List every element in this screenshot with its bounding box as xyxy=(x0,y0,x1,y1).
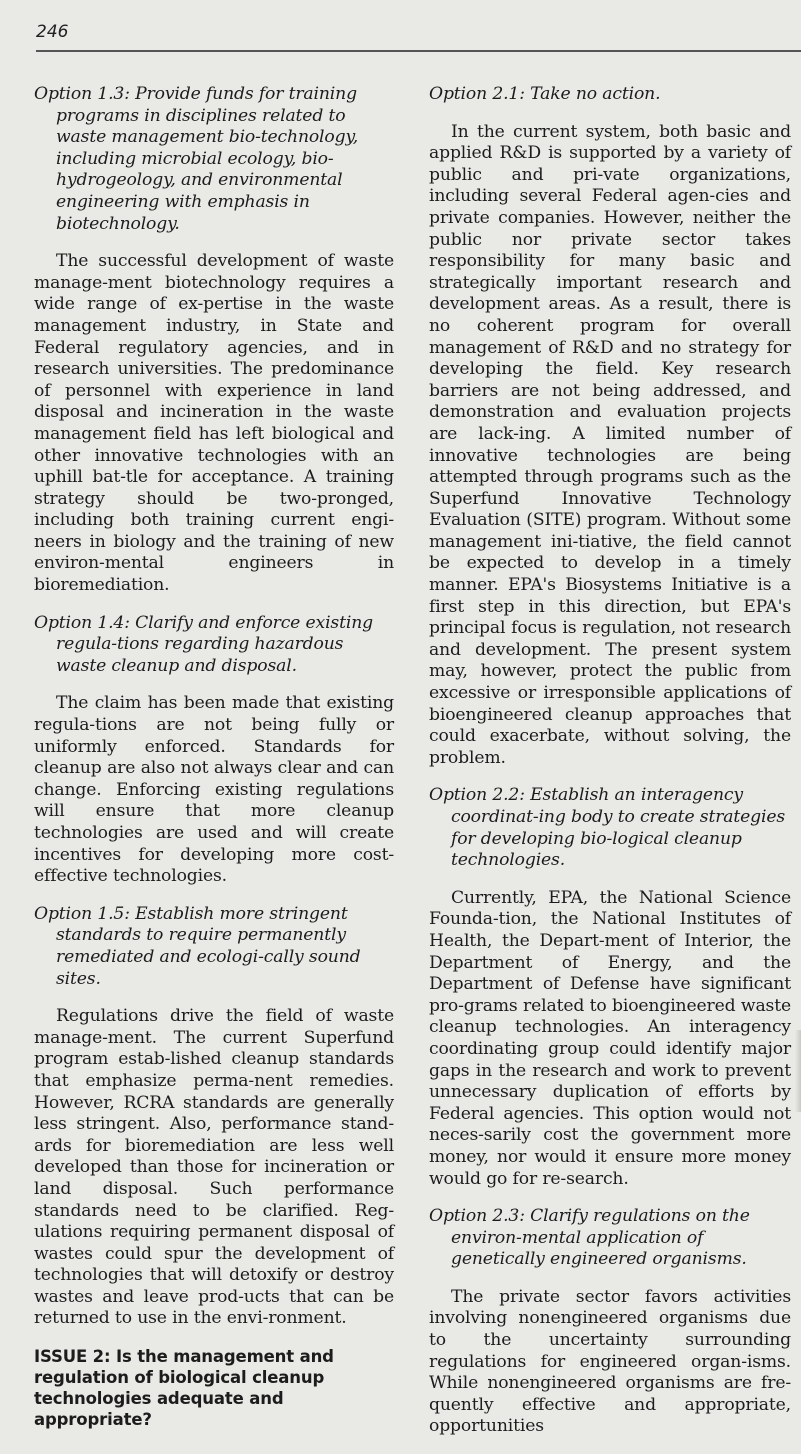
header-rule xyxy=(36,50,801,52)
option-1-3-paragraph: The successful development of waste manage-ment biotechnology requires a wide range of ex-pertise in the waste management industry, in State and Federal regulatory agencies, and in research universities. The predominance of personnel with experience in land disposal and incineration in the waste management field has left biological and other innovative technologies with an uphill bat-tle for acceptance. A training strategy should be two-pronged, including both training current engi-neers in biology and the training of new environ-mental engineers in bioremediation. xyxy=(34,251,394,596)
left-column xyxy=(34,84,394,1430)
option-2-3-heading: Option 2.3: Clarify regulations on the environ-mental application of genetically engineered organisms. xyxy=(429,1206,750,1270)
page-number: 246 xyxy=(36,22,69,42)
option-1-4-heading: Option 1.4: Clarify and enforce existing regula-tions regarding hazardous waste cleanup and disposal. xyxy=(34,612,373,676)
option-1-4-paragraph: The claim has been made that existing regula-tions are not being fully or uniformly enforced. Standards for cleanup are also not always clear and can change. Enforcing existing regulations will ensure that more cleanup technologies are used and will create incentives for developing more cost-effective technologies. xyxy=(34,693,394,887)
option-1-5-paragraph: Regulations drive the field of waste manage-ment. The current Superfund program estab-lished cleanup standards that emphasize perma-nent remedies. However, RCRA standards are generally less stringent. Also, performance stand-ards for bioremediation are less well developed than those for incineration or land disposal. Such performance standards need to be clarified. Reg-ulations requiring permanent disposal of wastes could spur the development of technologies that will detoxify or destroy wastes and leave prod-ucts that can be returned to use in the envi-ronment. xyxy=(34,1006,394,1329)
option-2-2-heading: Option 2.2: Establish an interagency coordinat-ing body to create strategies for developing bio-logical cleanup technologies. xyxy=(429,785,786,871)
option-2-2-paragraph: Currently, EPA, the National Science Founda-tion, the National Institutes of Health, the Depart-ment of Interior, the Department of Energy, and the Department of Defense have significant pro-grams related to bioengineered waste cleanup technologies. An interagency coordinating group could identify major gaps in the research and work to prevent unnecessary duplication of efforts by Federal agencies. This option would not neces-sarily cost the government more money, nor would it ensure more money would go for re-search. xyxy=(429,887,791,1189)
issue-2-heading: ISSUE 2: Is the management and regulation of biological cleanup technologies adequate and appropriate? xyxy=(34,1347,334,1430)
option-1-5-heading: Option 1.5: Establish more stringent standards to require permanently remediated and ecologi-cally sound sites. xyxy=(34,903,361,989)
page-edge-shadow xyxy=(795,1030,801,1112)
option-1-3-heading: Option 1.3: Provide funds for training programs in disciplines related to waste management bio-technology, including microbial ecology, bio-hydrogeology, and environmental engineering with emphasis in biotechnology. xyxy=(34,84,359,234)
option-2-3-paragraph: The private sector favors activities involving nonengineered organisms due to the uncertainty surrounding regulations for engineered organ-isms. While nonengineered organisms are fre-quently effective and appropriate, opportunities xyxy=(429,1286,791,1437)
option-2-1-paragraph: In the current system, both basic and applied R&D is supported by a variety of public and pri-vate organizations, including several Federal agen-cies and private companies. However, neither the public nor private sector takes responsibility for many basic and strategically important research and development areas. As a result, there is no coherent program for overall management of R&D and no strategy for developing the field. Key research barriers are not being addressed, and demonstration and evaluation projects are lack-ing. A limited number of innovative technologies are being attempted through programs such as the Superfund Innovative Technology Evaluation (SITE) program. Without some management ini-tiative, the field cannot be expected to develop in a timely manner. EPA's Biosystems Initiative is a first step in this direction, but EPA's principal focus is regulation, not research and development. The present system may, however, protect the public from excessive or irresponsible applications of bioengineered cleanup approaches that could exacerbate, without solving, the problem. xyxy=(429,121,791,768)
right-column xyxy=(429,84,791,1454)
option-2-1-heading: Option 2.1: Take no action. xyxy=(429,84,661,104)
